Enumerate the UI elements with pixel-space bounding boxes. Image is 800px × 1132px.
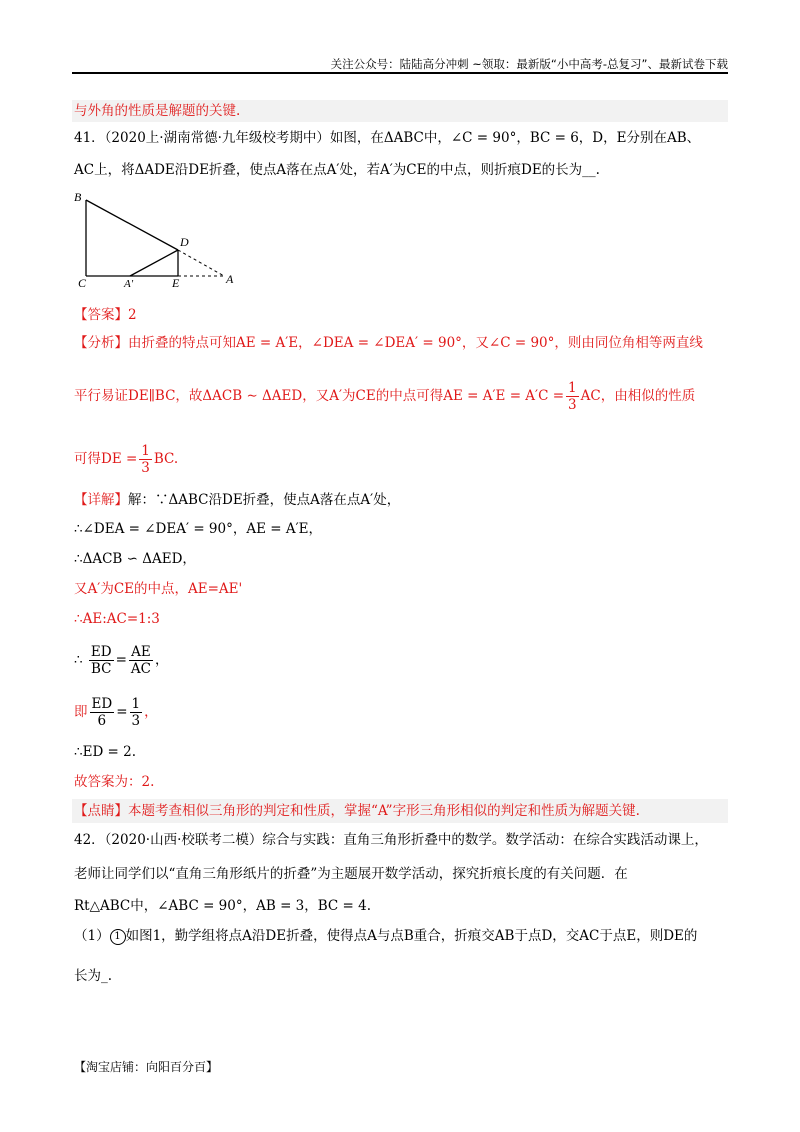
frac-num: 1	[131, 696, 141, 712]
frac-den: 3	[568, 397, 577, 413]
comment-line	[74, 801, 640, 821]
detail-line1	[74, 490, 400, 510]
frac-den: AC	[130, 661, 151, 677]
analysis-text1: 由折叠的特点可知AE = A′E，∠DEA = ∠DEA′ = 90°，又∠C = 90°，则由同位角相等两直线	[128, 335, 703, 351]
detail-therefore: ∴	[74, 652, 83, 668]
page-footer: 【淘宝店铺：向阳百分百】	[74, 1060, 219, 1074]
detail-line5: ∴AE:AC=1:3	[74, 611, 160, 627]
top-note: 与外角的性质是解题的关键.	[74, 103, 241, 119]
detail-line7	[74, 692, 158, 732]
q42-line3: Rt△ABC中，∠ABC = 90°，AB = 3，BC = 4.	[74, 898, 372, 914]
analysis-line2	[74, 379, 695, 413]
detail-line3: ∴ΔACB ∽ ΔAED，	[74, 551, 196, 567]
q42-line1: 42．（2020·山西·校联考二模）综合与实践：直角三角形折叠中的数学。数学活动：在综合实践活动课上，	[74, 832, 708, 848]
segment-bd	[86, 200, 178, 250]
frac-num: AE	[129, 644, 153, 661]
comment-text: 本题考查相似三角形的判定和性质，掌握“A”字形三角形相似的判定和性质为解题关键.	[128, 803, 640, 819]
frac-den: 3	[131, 713, 141, 729]
header-text: 关注公众号：陆陆高分冲刺 ~领取：最新版“小中高考-总复习”、最新试卷下载	[330, 57, 728, 71]
label-c: C	[78, 276, 87, 288]
detail-ji: 即	[74, 704, 88, 720]
label-b: B	[74, 190, 82, 204]
q42-line4	[74, 926, 697, 946]
label-d: D	[180, 235, 189, 249]
segment-da-dashed	[178, 250, 224, 276]
fraction-ed-6	[90, 696, 115, 729]
circled-number: 1	[110, 929, 126, 945]
analysis-text2a: 平行易证DE∥BC，故ΔACB ∼ ΔAED，又A′为CE的中点可得AE = A′E = A′C =	[74, 388, 565, 404]
fraction-1-3	[130, 696, 143, 729]
triangle-figure	[72, 188, 242, 288]
detail-line4: 又A′为CE的中点，AE=AE'	[74, 581, 243, 597]
answer-line	[74, 305, 137, 325]
detail-text1: 解：∵ΔABC沿DE折叠，使点A落在点A′处，	[128, 492, 401, 508]
page-header	[72, 52, 728, 74]
detail-line8: ∴ED = 2.	[74, 744, 137, 760]
detail-line9: 故答案为：2.	[74, 774, 155, 790]
q41-line1: 41．（2020上·湖南常德·九年级校考期中）如图，在ΔABC中，∠C = 90°，BC = 6，D，E分别在AB、	[74, 130, 701, 146]
q42-line4-text: 如图1，勤学组将点A沿DE折叠，使得点A与点B重合，折痕交AB于点D，交AC于点E，则DE的	[125, 928, 698, 944]
frac-den: BC	[90, 661, 112, 677]
q42-line2: 老师让同学们以“直角三角形纸片的折叠”为主题展开数学活动，探究折痕长度的有关问题．在	[74, 866, 628, 882]
fraction-one-third	[566, 380, 579, 413]
q42-part-label: （1）	[74, 928, 110, 944]
comma: ，	[144, 704, 158, 720]
analysis-tag: 【分析】	[74, 335, 128, 351]
q42-line5: 长为_.	[74, 968, 113, 984]
fraction-ed-bc	[89, 644, 114, 677]
label-e: E	[172, 276, 180, 288]
frac-num: ED	[90, 644, 112, 660]
comma: ，	[154, 652, 169, 668]
analysis-text3a: 可得DE =	[74, 451, 138, 467]
equals-sign: =	[116, 704, 128, 720]
frac-den: 6	[97, 713, 107, 729]
analysis-line3	[74, 442, 178, 476]
answer-value: 2	[128, 307, 137, 323]
detail-line6	[74, 640, 168, 680]
label-a1: A'	[124, 278, 134, 288]
label-a: A	[226, 272, 234, 286]
analysis-line1	[74, 333, 703, 353]
equals-sign: =	[115, 652, 127, 668]
analysis-text2b: AC，由相似的性质	[580, 388, 696, 404]
segment-a1d	[130, 250, 178, 276]
comment-tag: 【点睛】	[74, 803, 128, 819]
analysis-text3b: BC.	[153, 451, 179, 467]
frac-num: 1	[568, 380, 577, 396]
detail-line2: ∴∠DEA = ∠DEA′ = 90°，AE = A′E，	[74, 521, 323, 537]
frac-num: ED	[91, 696, 113, 712]
frac-den: 3	[141, 460, 150, 476]
frac-num: 1	[141, 443, 150, 459]
answer-tag: 【答案】	[74, 307, 128, 323]
fraction-ae-ac	[129, 644, 153, 677]
detail-tag: 【详解】	[74, 492, 128, 508]
q41-line2: AC上，将ΔADE沿DE折叠，使点A落在点A′处，若A′为CE的中点，则折痕DE的长为__.	[74, 162, 600, 178]
fraction-one-third-2	[139, 443, 152, 476]
